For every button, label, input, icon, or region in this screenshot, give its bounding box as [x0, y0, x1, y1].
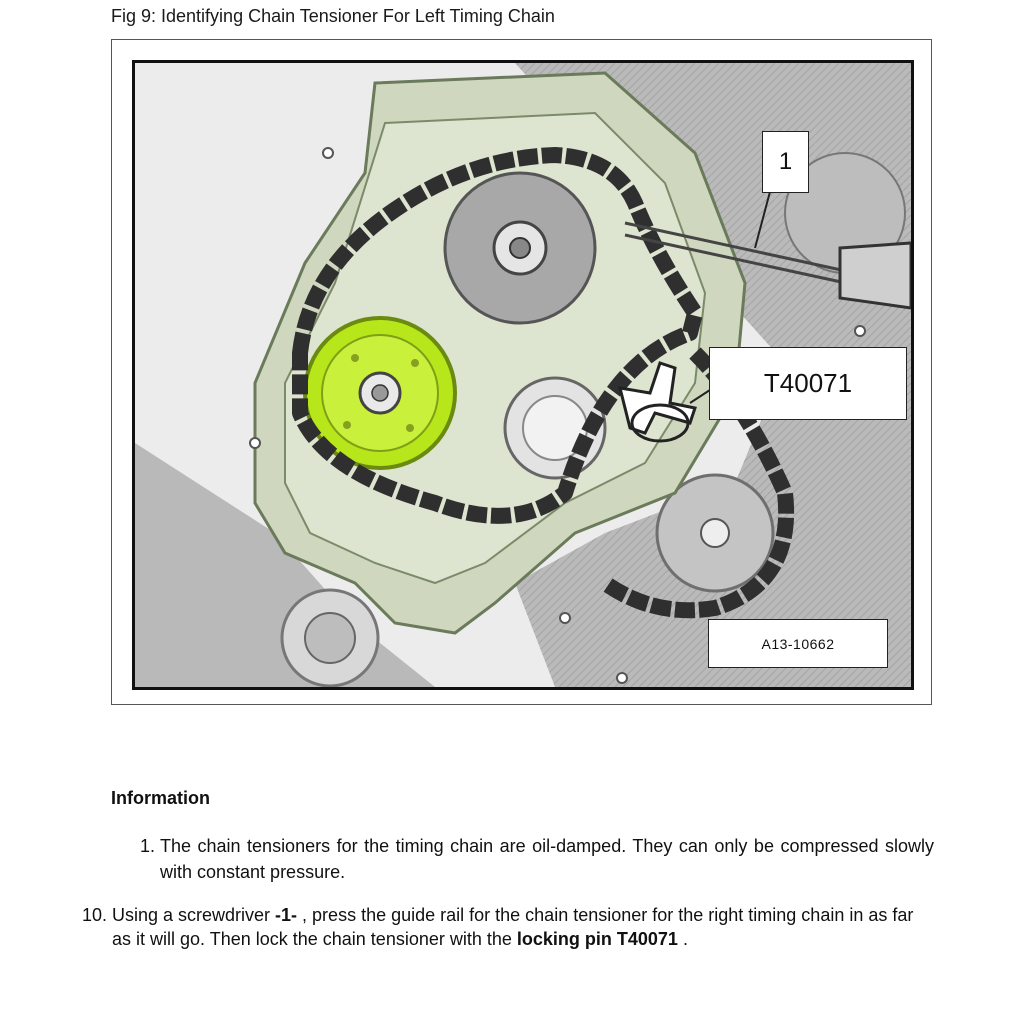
callout-tool-label: T40071 — [709, 347, 907, 420]
information-item-number: 1. — [140, 836, 156, 856]
step-text-part: Using a screwdriver — [112, 905, 276, 925]
information-item-text: The chain tensioners for the timing chain are oil-damped. They can only be compressed slowly with constant pressure. — [160, 836, 934, 882]
figure-caption: Fig 9: Identifying Chain Tensioner For Left Timing Chain — [111, 6, 555, 26]
information-heading: Information — [111, 788, 210, 808]
step-text-part: . — [677, 929, 688, 949]
step-item-ref: -1- — [275, 905, 298, 925]
step-tool-ref: locking pin T40071 — [516, 929, 678, 949]
callout-screwdriver-label: 1 — [762, 131, 809, 193]
figure-reference-code: A13-10662 — [708, 619, 888, 668]
step-number: 10. — [82, 905, 108, 925]
step-text-part: , press the guide rail for the chain tensioner for the right timing chain in as far as it will go. Then lock the chain tensioner with the — [112, 905, 914, 949]
screwdriver-handle — [840, 243, 911, 308]
step-text — [112, 903, 934, 951]
